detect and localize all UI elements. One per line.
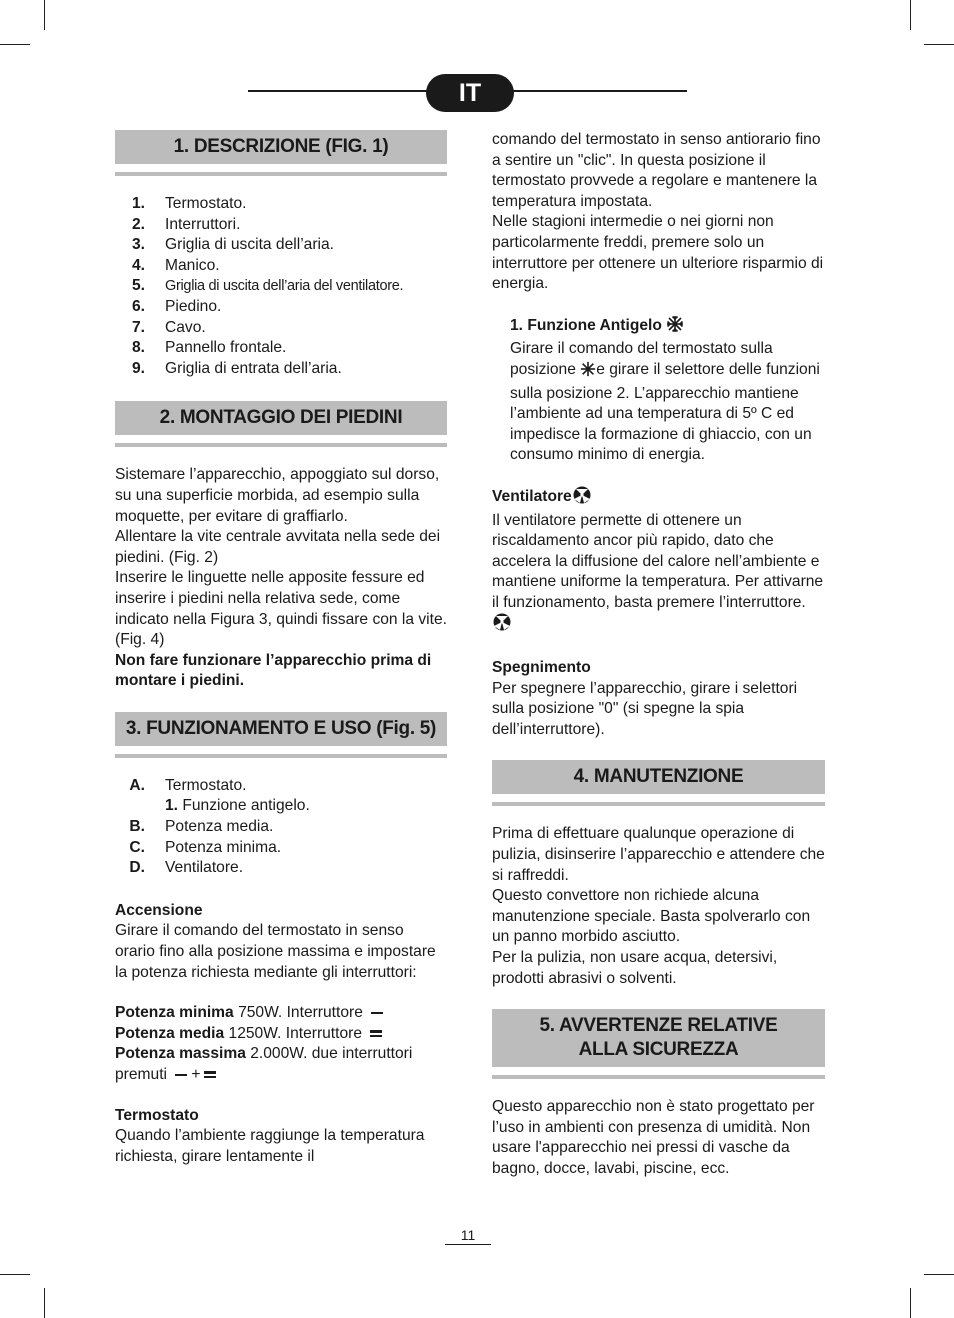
list-number: 6. [131,297,145,315]
section-heading-descrizione: 1. DESCRIZIONE (FIG. 1) [115,130,447,164]
paragraph: Nelle stagioni intermedie o nei giorni non particolarmente freddi, premere solo un interruttore per ottenere un ulteriore risparmio di energia. [492,213,824,293]
paragraph: comando del termostato in senso antiorario fino a sentire un "clic". In questa posizione il termostato provvede a regolare e mantenere la temperatura impostata. [492,131,821,210]
list-number: 1. [165,797,179,815]
paragraph: Questo convettore non richiede alcuna manutenzione speciale. Basta spolverarlo con un panno morbido asciutto. [492,887,811,946]
section-rule [115,172,447,176]
paragraph: Per la pulizia, non usare acqua, detersivi, prodotti abrasivi o solventi. [492,949,778,987]
list-letter: B. [129,818,145,836]
left-column [115,130,447,1167]
list-subitem [115,796,447,817]
list-item [115,858,447,879]
section-rule [492,1075,825,1079]
section-heading-funzionamento: 3. FUNZIONAMENTO E USO (Fig. 5) [115,712,447,746]
fan-icon [572,486,592,511]
ventilatore-block [492,486,825,638]
list-text: Interruttori. [165,215,241,233]
list-item [115,359,447,380]
list-item [115,256,447,277]
list-item [115,276,447,297]
list-item [115,318,447,339]
header-rule-right [512,90,687,92]
list-text: Termostato. [165,776,247,794]
list-number: 3. [131,236,145,254]
list-text: Ventilatore. [165,859,244,877]
double-dash-icon [370,1028,382,1039]
list-text: Termostato. [165,195,247,212]
section-heading-avvertenze: 5. AVVERTENZE RELATIVE ALLA SICUREZZA [492,1009,825,1067]
list-text: Funzione antigelo. [182,797,310,815]
avvertenze-text [492,1097,825,1179]
termostato-continued [492,130,825,295]
crop-mark [924,44,954,45]
list-number: 8. [131,339,145,357]
language-badge: IT [426,74,514,112]
list-letter: A. [129,776,145,794]
list-text: Manico. [165,256,220,274]
crop-mark [910,0,911,30]
list-number: 5. [131,277,145,295]
crop-mark [924,1274,954,1275]
single-dash-icon [371,1010,383,1017]
paragraph: Girare il comando del termostato in senso orario fino alla posizione massima e impostare la potenza richiesta mediante gli interruttori: [115,922,436,981]
list-number: 2. [131,215,145,233]
power-max-line: Potenza massima 2.000W. due interruttori premuti + [115,1045,413,1083]
paragraph: Quando l’ambiente raggiunge la temperatura richiesta, girare lentamente il [115,1127,425,1165]
paragraph: Sistemare l’apparecchio, appoggiato sul dorso, su una superficie morbida, ad esempio sulla moquette, per evitare di graffiarlo. [115,466,440,525]
list-number: 4. [131,256,145,274]
list-number: 9. [131,359,145,377]
list-item [115,235,447,256]
list-text: Cavo. [165,318,206,336]
section-rule [492,802,825,806]
list-item [115,194,447,215]
list-number: 7. [131,318,145,336]
section-heading-manutenzione: 4. MANUTENZIONE [492,760,825,794]
list-letter: C. [129,838,145,856]
paragraph: Il ventilatore permette di ottenere un riscaldamento ancor più rapido, dato che accelera la diffusione del calore nell’ambiente e mantiene uniforme la temperatura. Per attivarne il funzionamento, basta premere l’interruttore. [492,511,825,639]
paragraph: Questo apparecchio non è stato progettato per l’uso in ambienti con presenza di umidità. Non usare l'apparecchio nei pressi di vasche da bagno, docce, lavabi, piscine, ecc. [492,1098,815,1177]
subheading: Ventilatore [492,486,825,511]
section-heading-montaggio: 2. MONTAGGIO DEI PIEDINI [115,401,447,435]
accensione-block [115,901,447,983]
crop-mark [910,1288,911,1318]
snowflake-icon [580,361,596,384]
paragraph: Inserire le linguette nelle apposite fessure ed inserire i piedini nella relativa sede, come indicato nella Figura 3, quindi fissare con la vite. (Fig. 4) [115,569,447,649]
power-medium-line: Potenza media 1250W. Interruttore [115,1024,447,1045]
paragraph: Allentare la vite centrale avvitata nella sede dei piedini. (Fig. 2) [115,528,441,566]
control-list [115,776,447,879]
section-rule [115,443,447,447]
list-item [115,338,447,359]
list-letter: D. [129,859,145,877]
paragraph: Girare il comando del termostato sulla posizione e girare il selettore delle funzioni sulla posizione 2. L’apparecchio mantiene l’ambiente ad una temperatura di 5º C ed impedisce la formazione di ghiaccio, con un consumo minimo di energia. [510,340,820,464]
list-item [115,297,447,318]
crop-mark [0,44,30,45]
description-list [115,194,447,379]
paragraph: Per spegnere l’apparecchio, girare i selettori sulla posizione "0" (si spegne la spia dell’interruttore). [492,679,798,738]
crop-mark [44,0,45,30]
warning-text: Non fare funzionare l’apparecchio prima di montare i piedini. [115,651,432,690]
list-item [115,817,447,838]
plus-sign: + [191,1066,201,1083]
list-item [115,838,447,859]
single-dash-icon [175,1072,187,1079]
crop-mark [44,1288,45,1318]
antigelo-block [492,315,825,466]
list-text: Griglia di entrata dell’aria. [165,359,342,377]
list-item [115,215,447,236]
header-rule-left [248,90,428,92]
manutenzione-text [492,824,825,989]
power-levels [115,1003,447,1085]
list-text: Griglia di uscita dell’aria. [165,236,335,254]
right-column [492,130,825,1180]
spegnimento-block [492,658,825,740]
subheading: Spegnimento [492,659,591,677]
montaggio-text [115,465,447,692]
list-text: Potenza media. [165,818,274,836]
list-number: 1. [131,195,145,212]
list-text: Piedino. [165,297,222,315]
paragraph: Prima di effettuare qualunque operazione di pulizia, disinserire l’apparecchio e attendere che si raffreddi. [492,825,825,884]
page-number: 11 [445,1226,491,1245]
subheading: Termostato [115,1106,199,1124]
crop-mark [0,1274,30,1275]
list-text: Griglia di uscita dell’aria del ventilatore. [165,278,404,295]
subheading: 1. Funzione Antigelo [510,315,825,340]
termostato-block [115,1106,447,1168]
section-rule [115,754,447,758]
fan-icon [492,613,512,638]
subheading: Accensione [115,901,203,919]
double-dash-icon [204,1069,216,1080]
snowflake-icon [666,315,684,340]
power-min-line: Potenza minima 750W. Interruttore [115,1003,447,1024]
list-item [115,776,447,797]
list-text: Pannello frontale. [165,339,287,357]
list-text: Potenza minima. [165,838,282,856]
